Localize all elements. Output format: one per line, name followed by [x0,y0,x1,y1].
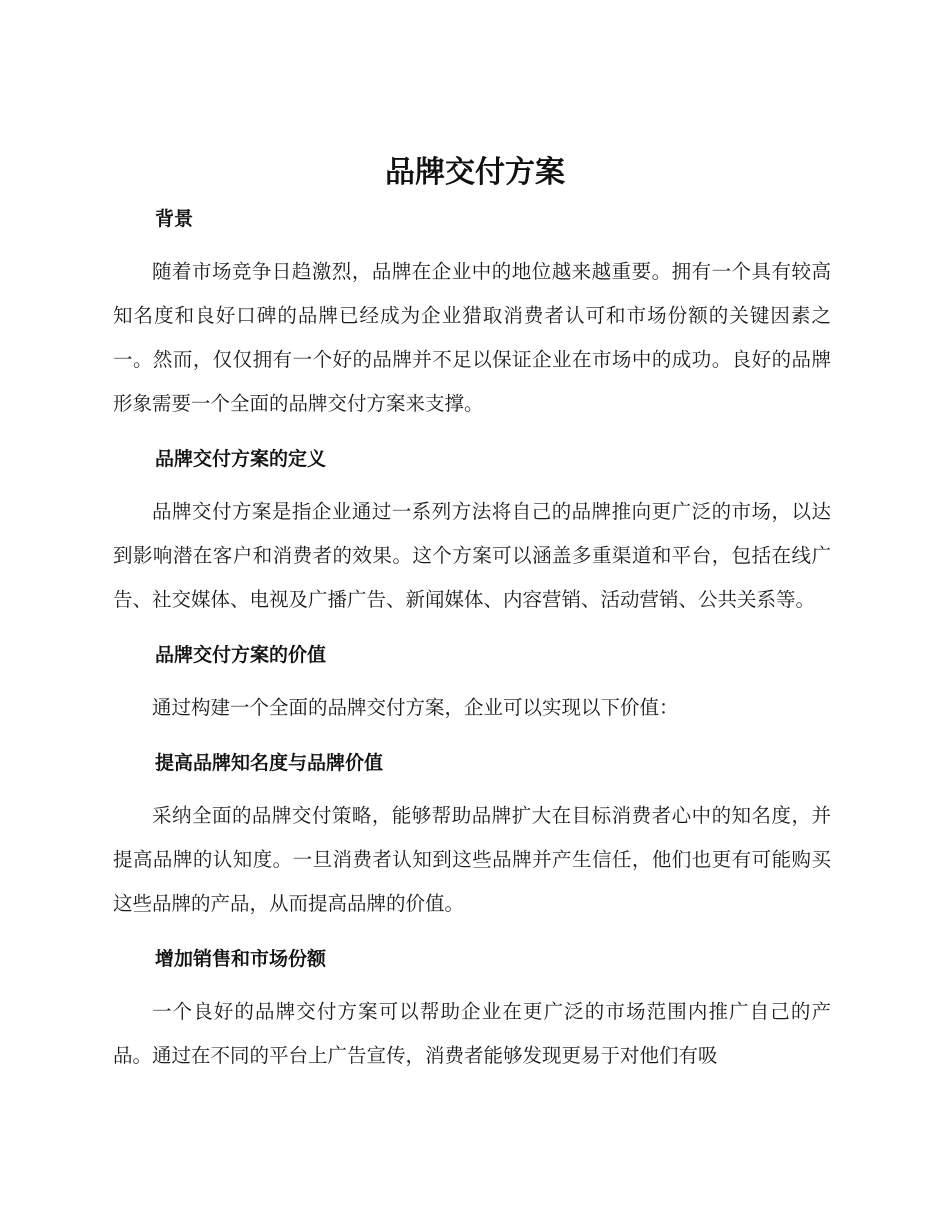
section-heading-background: 背景 [155,208,194,230]
section-paragraph-value: 通过构建一个全面的品牌交付方案，企业可以实现以下价值： [152,696,679,719]
section-paragraph-definition: 品牌交付方案是指企业通过一系列方法将自己的品牌推向更广泛的市场，以达到影响潜在客户和消费者的效果。这个方案可以涵盖多重渠道和平台，包括在线广告、社交媒体、电视及广播广告、新闻媒体、内容营销、活动营销、公共关系等。 [113,500,831,611]
document-title: 品牌交付方案 [385,155,565,190]
section-heading-brand-awareness: 提高品牌知名度与品牌价值 [155,752,384,774]
section-paragraph-sales-share: 一个良好的品牌交付方案可以帮助企业在更广泛的市场范围内推广自己的产品。通过在不同的平台上广告宣传，消费者能够发现更易于对他们有吸 [113,1000,831,1067]
section-paragraph-brand-awareness: 采纳全面的品牌交付策略，能够帮助品牌扩大在目标消费者心中的知名度，并提高品牌的认知度。一旦消费者认知到这些品牌并产生信任，他们也更有可能购买这些品牌的产品，从而提高品牌的价值。 [113,804,831,915]
section-paragraph-background: 随着市场竞争日趋激烈，品牌在企业中的地位越来越重要。拥有一个具有较高知名度和良好口碑的品牌已经成为企业猎取消费者认可和市场份额的关键因素之一。然而，仅仅拥有一个好的品牌并不足以保证企业在市场中的成功。良好的品牌形象需要一个全面的品牌交付方案来支撑。 [113,260,831,415]
section-heading-sales-share: 增加销售和市场份额 [155,948,327,970]
section-heading-definition: 品牌交付方案的定义 [155,448,327,470]
section-heading-value: 品牌交付方案的价值 [155,644,327,666]
document-body [113,198,831,1078]
